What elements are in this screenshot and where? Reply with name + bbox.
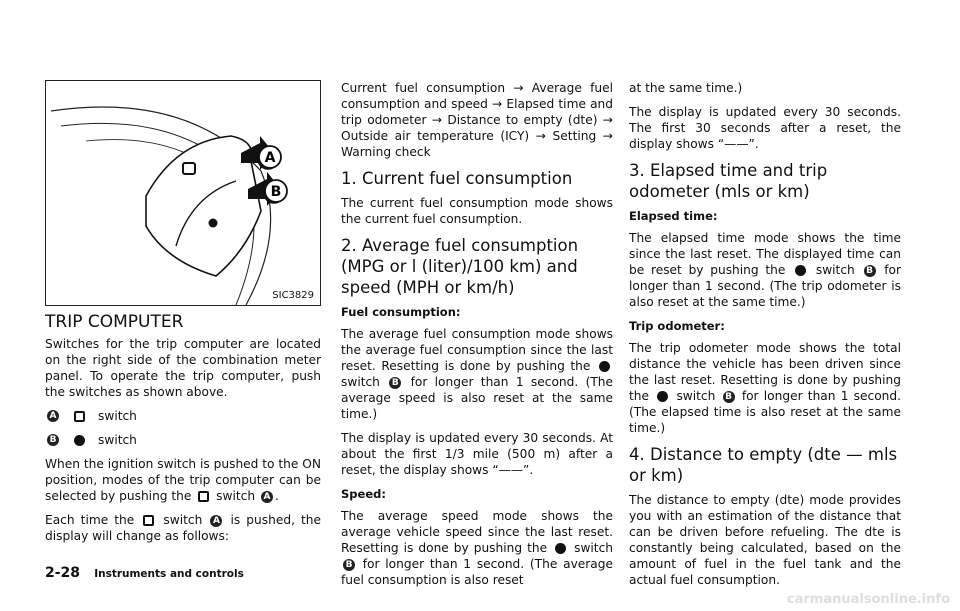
avg-speed-text: The average speed mode shows the average vehicle speed since the last reset. Resetting is done by pushing the [341, 509, 613, 555]
avg-fuel-switch-word: switch [341, 375, 380, 389]
square-switch-icon [143, 515, 154, 526]
each-time-end: is pushed, the display will change as follows: [45, 513, 322, 543]
dot-switch-icon [599, 361, 610, 372]
avg-speed-label-b: B [343, 559, 355, 571]
update-30s-paragraph: The display is updated every 30 seconds. The first 30 seconds after a reset, the display shows “——”. [629, 105, 901, 151]
elapsed-time-paragraph [629, 230, 901, 310]
ignition-label-a: A [261, 491, 273, 503]
elapsed-switch-word: switch [815, 263, 855, 277]
heading-current-fuel: 1. Current fuel consumption [341, 169, 573, 188]
trip-text: The trip odometer mode shows the total distance the vehicle has been driven since the last reset. Resetting is done by pushing the [629, 341, 901, 403]
dot-switch-icon [657, 391, 668, 402]
ignition-switch-word: switch [216, 489, 256, 503]
trip-label-b: B [723, 391, 735, 403]
section-name: Instruments and controls [94, 568, 244, 580]
each-time-switch-word: switch [163, 513, 203, 527]
each-time-text: Each time the [45, 513, 135, 527]
distance-to-empty-paragraph: The distance to empty (dte) mode provides you with an estimation of the distance that can be driven before refueling. The dte is constantly being calculated, based on the amount of fuel in the fuel tank and the actual fuel consumption. [629, 493, 901, 587]
item-a-row [45, 408, 321, 424]
item-a-text: switch [98, 409, 137, 423]
page-number: 2-28 [45, 565, 81, 581]
square-switch-icon [198, 491, 209, 502]
subheading-elapsed-time: Elapsed time: [629, 209, 718, 223]
continuation-text: at the same time.) [629, 81, 743, 95]
avg-speed-switch-word: switch [574, 541, 614, 555]
heading-distance-to-empty: 4. Distance to empty (dte — mls or km) [629, 445, 898, 485]
trip-end: for longer than 1 second. (The elapsed time is also reset at the same time.) [629, 389, 902, 435]
elapsed-label-b: B [864, 265, 876, 277]
square-switch-icon [74, 411, 85, 422]
subheading-speed: Speed: [341, 487, 386, 501]
average-fuel-paragraph [341, 326, 613, 422]
trip-switch-word: switch [676, 389, 716, 403]
avg-speed-end: for longer than 1 second. (The average fuel consumption is also reset [341, 557, 614, 587]
item-b-label: B [47, 434, 59, 446]
heading-average-fuel: 2. Average fuel consumption (MPG or l (liter)/100 km) and speed (MPH or km/h) [341, 236, 579, 297]
ignition-text: When the ignition switch is pushed to the ON position, modes of the trip computer can be selected by pushing the [45, 457, 321, 503]
elapsed-end: for longer than 1 second. (The trip odometer is also reset at the same time.) [629, 263, 901, 309]
dot-switch-icon [795, 265, 806, 276]
trip-computer-intro: Switches for the trip computer are located on the right side of the combination meter panel. To operate the trip computer, push the switches as shown above. [45, 337, 321, 399]
each-time-label-a: A [210, 515, 222, 527]
average-speed-paragraph [341, 508, 613, 588]
ignition-end: . [274, 489, 279, 503]
subheading-fuel-consumption: Fuel consumption: [341, 305, 461, 319]
dot-switch-icon [74, 435, 85, 446]
watermark: carmanualsonline.info [786, 592, 950, 607]
heading-elapsed-time: 3. Elapsed time and trip odometer (mls or km) [629, 161, 828, 201]
dot-switch-icon [555, 543, 566, 554]
figure-label-b: B [270, 184, 282, 200]
mode-sequence: Current fuel consumption → Average fuel consumption and speed → Elapsed time and trip odometer → Distance to empty (dte) → Outside air temperature (ICY) → Setting → Warning check [341, 81, 613, 159]
trip-computer-title: TRIP COMPUTER [45, 312, 184, 332]
current-fuel-paragraph: The current fuel consumption mode shows the current fuel consumption. [341, 196, 613, 226]
update-paragraph: The display is updated every 30 seconds. At about the first 1/3 mile (500 m) after a reset, the display shows “——”. [341, 431, 613, 477]
avg-fuel-end: for longer than 1 second. (The average speed is also reset at the same time.) [341, 375, 613, 421]
figure-label-a: A [264, 150, 276, 166]
column-3 [629, 80, 901, 596]
item-b-text: switch [98, 433, 137, 447]
elapsed-text: The elapsed time mode shows the time since the last reset. The displayed time can be reset by pushing the [629, 231, 901, 277]
item-b-row [45, 432, 321, 448]
item-a-label: A [47, 410, 59, 422]
subheading-trip-odometer: Trip odometer: [629, 319, 725, 333]
figure-caption: SIC3829 [272, 290, 314, 301]
column-2 [341, 80, 613, 596]
avg-fuel-text: The average fuel consumption mode shows the average fuel consumption since the last reset. Resetting is done by pushing the [341, 327, 613, 373]
column-1 [45, 314, 321, 552]
avg-fuel-label-b: B [389, 377, 401, 389]
trip-odometer-paragraph [629, 340, 901, 436]
page-footer [45, 565, 244, 581]
switch-diagram-figure [45, 80, 321, 306]
ignition-paragraph [45, 456, 321, 504]
each-time-paragraph [45, 512, 321, 544]
trip-switch-illustration [46, 81, 320, 305]
